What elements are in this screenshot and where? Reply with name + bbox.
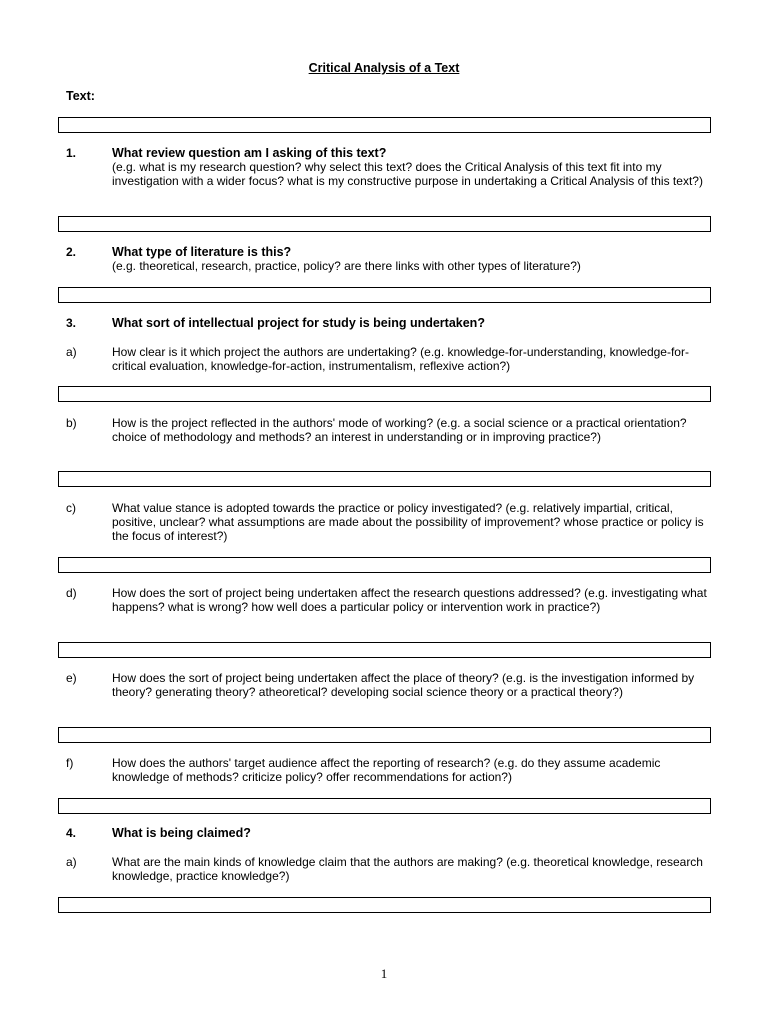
sub-question-text: How clear is it which project the authors are undertaking? (e.g. knowledge-for-understanding, knowledge-for-critical evaluation, knowledge-for-action, instrumentalism, reflexive action?)	[112, 345, 689, 373]
question-number: 3.	[66, 316, 77, 330]
sub-question-text: What value stance is adopted towards the practice or policy investigated? (e.g. relatively impartial, critical, positive, unclear? what assumptions are made about the possibility of improvement? whose practice or policy is the focus of interest?)	[112, 501, 704, 543]
sub-question-text: How does the authors' target audience affect the reporting of research? (e.g. do they assume academic knowledge of methods? criticize policy? offer recommendations for action?)	[112, 756, 661, 784]
question-heading: What is being claimed?	[112, 826, 251, 840]
sub-question-text: How is the project reflected in the authors' mode of working? (e.g. a social science or a practical orientation? choice of methodology and methods? an interest in understanding or in improving practice?)	[112, 416, 687, 444]
answer-box-3a[interactable]	[58, 386, 711, 402]
answer-box-3d[interactable]	[58, 642, 711, 658]
sub-question-text: How does the sort of project being undertaken affect the research questions addressed? (e.g. investigating what happens? what is wrong? how well does a particular policy or intervention work in practice?)	[112, 586, 707, 614]
sub-question-text: What are the main kinds of knowledge claim that the authors are making? (e.g. theoretical knowledge, research knowledge, practice knowledge?)	[112, 855, 703, 883]
sub-question-label: f)	[66, 756, 74, 770]
sub-question-label: d)	[66, 586, 77, 600]
sub-question-text: How does the sort of project being undertaken affect the place of theory? (e.g. is the investigation informed by theory? generating theory? atheoretical? developing social science theory or a practical theory?)	[112, 671, 695, 699]
sub-question-label: a)	[66, 345, 77, 359]
question-prompt: (e.g. what is my research question? why select this text? does the Critical Analysis of this text fit into my investigation with a wider focus? what is my constructive purpose in undertaking a Critical Analysis of this text?)	[112, 160, 703, 188]
question-number: 1.	[66, 146, 77, 160]
question-prompt: (e.g. theoretical, research, practice, policy? are there links with other types of literature?)	[112, 259, 581, 273]
sub-question-label: e)	[66, 671, 77, 685]
answer-box-3b[interactable]	[58, 471, 711, 487]
sub-question-label: b)	[66, 416, 77, 430]
question-number: 4.	[66, 826, 77, 840]
text-label: Text:	[66, 89, 95, 103]
answer-box-3e[interactable]	[58, 727, 711, 743]
page-title: Critical Analysis of a Text	[308, 61, 460, 75]
sub-question-label: c)	[66, 501, 76, 515]
sub-question-label: a)	[66, 855, 77, 869]
answer-box-3f[interactable]	[58, 798, 711, 814]
page-number: 1	[380, 966, 388, 981]
question-heading: What type of literature is this?	[112, 245, 292, 259]
question-number: 2.	[66, 245, 77, 259]
question-heading: What sort of intellectual project for study is being undertaken?	[112, 316, 485, 330]
answer-box-3c[interactable]	[58, 557, 711, 573]
answer-box-1[interactable]	[58, 216, 711, 232]
text-answer-box[interactable]	[58, 117, 711, 133]
answer-box-4a[interactable]	[58, 897, 711, 913]
question-heading: What review question am I asking of this text?	[112, 146, 387, 160]
answer-box-2[interactable]	[58, 287, 711, 303]
